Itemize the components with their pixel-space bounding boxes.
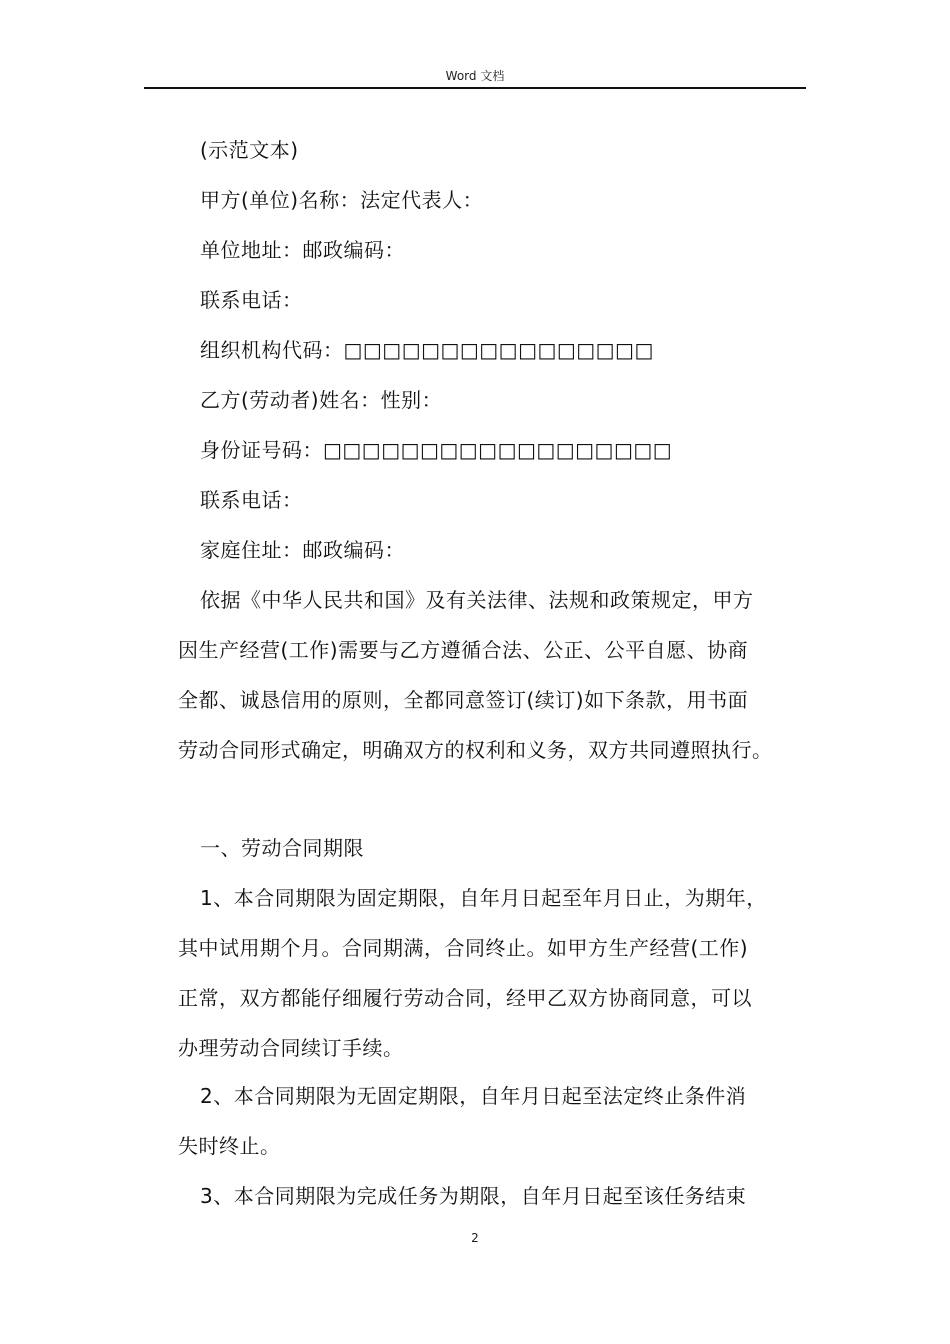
preamble-line-4: 劳动合同形式确定，明确双方的权利和义务，双方共同遵照执行。 <box>178 738 773 762</box>
home-address-line: 家庭住址：邮政编码： <box>200 538 405 562</box>
sample-text-label: (示范文本) <box>200 138 299 162</box>
party-a-name-line: 甲方(单位)名称：法定代表人： <box>200 188 484 212</box>
clause-3-line-1: 3、本合同期限为完成任务为期限，自年月日起至该任务结束 <box>200 1184 747 1208</box>
clause-1-line-4: 办理劳动合同续订手续。 <box>178 1036 404 1060</box>
preamble-line-1: 依据《中华人民共和国》及有关法律、法规和政策规定，甲方 <box>200 588 754 612</box>
id-number-line: 身份证号码：□□□□□□□□□□□□□□□□□□ <box>200 438 673 462</box>
clause-1-line-1: 1、本合同期限为固定期限，自年月日起至年月日止，为期年， <box>200 886 767 910</box>
clause-1-line-2: 其中试用期个月。合同期满，合同终止。如甲方生产经营(工作) <box>178 936 749 960</box>
header-rule <box>144 87 806 89</box>
organization-code-line: 组织机构代码：□□□□□□□□□□□□□□□□ <box>200 338 654 362</box>
party-a-phone-line: 联系电话： <box>200 288 303 312</box>
preamble-line-2: 因生产经营(工作)需要与乙方遵循合法、公正、公平自愿、协商 <box>178 638 749 662</box>
party-b-phone-line: 联系电话： <box>200 488 303 512</box>
preamble-line-3: 全都、诚恳信用的原则，全都同意签订(续订)如下条款，用书面 <box>178 688 749 712</box>
clause-2-line-2: 失时终止。 <box>178 1134 281 1158</box>
section-heading-term: 一、劳动合同期限 <box>200 836 364 860</box>
clause-1-line-3: 正常，双方都能仔细履行劳动合同，经甲乙双方协商同意，可以 <box>178 986 752 1010</box>
page-number: 2 <box>471 1231 479 1245</box>
clause-2-line-1: 2、本合同期限为无固定期限，自年月日起至法定终止条件消 <box>200 1084 747 1108</box>
party-b-name-line: 乙方(劳动者)姓名：性别： <box>200 388 443 412</box>
page-header: Word 文档 <box>445 69 505 83</box>
party-a-address-line: 单位地址：邮政编码： <box>200 238 405 262</box>
